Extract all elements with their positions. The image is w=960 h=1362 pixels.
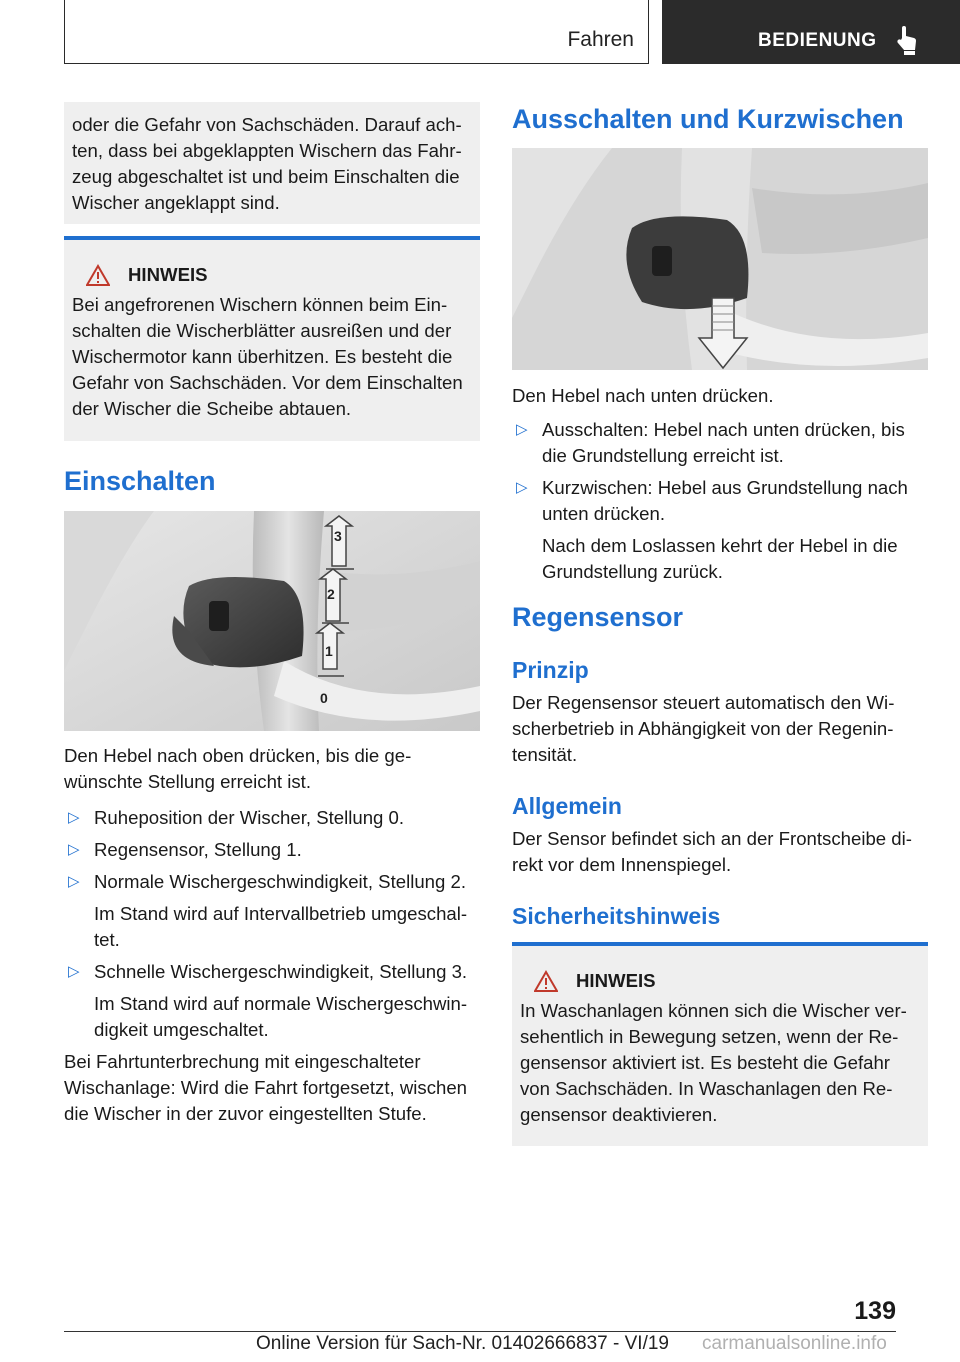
triangle-right-icon: ▷ (516, 421, 528, 438)
note-box (64, 236, 480, 441)
figure-label-3: 3 (334, 528, 342, 544)
note-text: In Waschanlagen können sich die Wischer ver‐sehentlich in Bewegung setzen, wenn der Re‐gensensor aktiviert ist. Es besteht die Gefahr von Sachschäden. In Waschanlagen den Re‐gensensor deaktivieren. (520, 1000, 907, 1125)
pointing-hand-icon (893, 24, 923, 56)
position-list (64, 805, 480, 895)
header-section-label: Fahren (567, 28, 634, 51)
ausschalten-body (512, 383, 928, 591)
list-item: ▷ Schnelle Wischergeschwindigkeit, Stellung 3. (64, 959, 480, 985)
prinzip-text: Der Regensensor steuert automatisch den Wi‐scherbetrieb in Abhängigkeit von der Regenin‐tensität. (512, 692, 895, 765)
section-heading-regensensor: Regensensor (512, 602, 684, 632)
triangle-right-icon: ▷ (68, 873, 80, 890)
list-item-note: Im Stand wird auf normale Wischergeschwin‐digkeit umgeschaltet. (94, 993, 468, 1040)
list-item: ▷ Ausschalten: Hebel nach unten drücken, bis die Grundstellung erreicht ist. (516, 419, 905, 466)
allgemein-text: Der Sensor befindet sich an der Frontscheibe di‐rekt vor dem Innenspiegel. (512, 828, 912, 875)
subheading-allgemein: Allgemein (512, 793, 622, 819)
subheading-prinzip: Prinzip (512, 657, 589, 683)
figure-label-0: 0 (320, 690, 328, 706)
note-label: HINWEIS (576, 970, 656, 991)
footer-divider (64, 1331, 896, 1332)
continuation-text: oder die Gefahr von Sachschäden. Darauf ach‐ten, dass bei abgeklappten Wischern das Fahr‐zeug abgeschaltet ist und beim Einschalten die Wischer angeklappt sind. (72, 114, 462, 213)
figure-label-1: 1 (325, 643, 333, 659)
warning-triangle-icon (534, 970, 558, 992)
lever-up-illustration (64, 511, 480, 731)
section-heading-einschalten: Einschalten (64, 466, 216, 496)
watermark: carmanualsonline.info (702, 1333, 887, 1354)
figure-label-2: 2 (327, 586, 335, 602)
header-section-tab (64, 0, 649, 64)
note-label: HINWEIS (128, 264, 208, 285)
online-version-note: Online Version für Sach-Nr. 01402666837 - VI/19 (256, 1333, 669, 1354)
note-text: Bei angefrorenen Wischern können beim Ein‐schalten die Wischerblätter ausreißen und der Wischermotor kann überhitzen. Es besteht die Gefahr von Sachschäden. Vor dem Einschalten der Wischer die Scheibe abtauen. (72, 294, 463, 419)
position-list-cont (64, 959, 480, 985)
continuation-box (64, 102, 480, 224)
einschalten-outro: Bei Fahrtunterbrechung mit eingeschalteter Wischanlage: Wird die Fahrt fortgesetzt, wischen die Wischer in der zuvor eingestellten Stufe. (64, 1051, 468, 1124)
warning-triangle-icon (86, 264, 110, 286)
triangle-right-icon: ▷ (68, 809, 80, 826)
list-item: ▷ Regensensor, Stellung 1. (64, 837, 480, 863)
note-box (512, 942, 928, 1146)
list-item: ▷ Normale Wischergeschwindigkeit, Stellung 2. (64, 869, 480, 895)
triangle-right-icon: ▷ (516, 479, 528, 496)
section-heading-ausschalten: Ausschalten und Kurzwischen (512, 104, 904, 134)
page-number: 139 (854, 1297, 896, 1325)
triangle-right-icon: ▷ (68, 841, 80, 858)
einschalten-intro: Den Hebel nach oben drücken, bis die ge‐wünschte Stellung erreicht ist. (64, 745, 412, 792)
lever-down-illustration (512, 148, 928, 370)
list-item-note: Im Stand wird auf Intervallbetrieb umgeschal‐tet. (94, 903, 468, 950)
triangle-right-icon: ▷ (68, 963, 80, 980)
list-item: ▷ Kurzwischen: Hebel aus Grundstellung nach unten drücken. (516, 477, 908, 524)
list-item-note: Nach dem Loslassen kehrt der Hebel in die Grundstellung zurück. (542, 535, 898, 582)
einschalten-body (64, 743, 480, 1127)
list-item: ▷ Ruheposition der Wischer, Stellung 0. (64, 805, 480, 831)
ausschalten-list (512, 417, 928, 527)
ausschalten-intro: Den Hebel nach unten drücken. (512, 385, 774, 406)
subheading-sicherheitshinweis: Sicherheitshinweis (512, 903, 721, 929)
header-chapter-label: BEDIENUNG (758, 30, 877, 51)
